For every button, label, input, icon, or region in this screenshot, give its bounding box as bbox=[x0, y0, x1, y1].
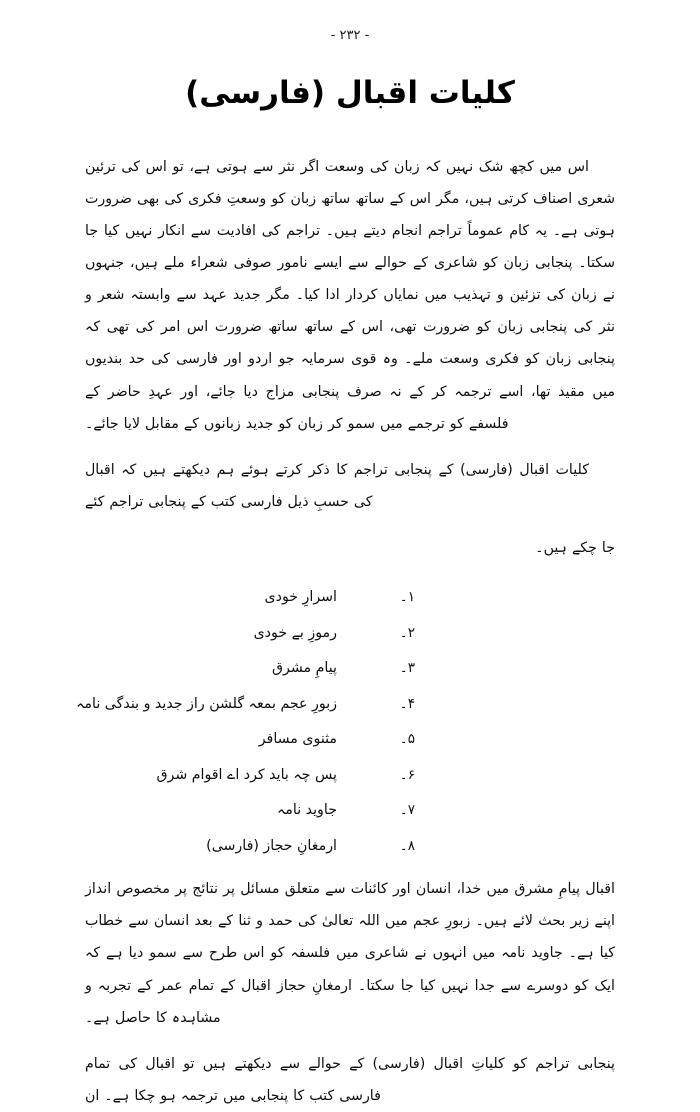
book-list-item bbox=[85, 795, 419, 826]
book-list-item bbox=[85, 724, 419, 755]
book-list-item-number: ۴۔ bbox=[399, 695, 415, 712]
book-list-item bbox=[85, 831, 419, 862]
book-list-item-number: ۵۔ bbox=[399, 731, 415, 748]
book-list-item-number: ۱۔ bbox=[399, 588, 415, 605]
paragraph-list-lead-tail: جا چکے ہیں۔ bbox=[535, 539, 615, 556]
book-list-item-title: رموزِ بے خودی bbox=[253, 624, 337, 641]
book-list-item-title: زبورِ عجم بمعہ گلشن راز جدید و بندگی نامہ bbox=[76, 695, 337, 712]
page-number: - ۲۳۲ - bbox=[330, 28, 370, 43]
book-list-item-title: پیامِ مشرق bbox=[272, 660, 337, 677]
book-list-item bbox=[85, 582, 419, 613]
paragraph-list-lead: کلیات اقبال (فارسی) کے پنجابی تراجم کا ذکر کرتے ہوئے ہم دیکھتے ہیں کہ اقبال کی حسبِ ذیل فارسی کتب کے پنجابی تراجم کئے bbox=[85, 461, 589, 510]
book-list-item-title: ارمغانِ حجاز (فارسی) bbox=[206, 837, 337, 854]
book-list-item-number: ۶۔ bbox=[399, 766, 415, 783]
book-list-item-number: ۲۔ bbox=[399, 624, 415, 641]
book-list-wrapper bbox=[76, 582, 615, 861]
paragraph-intro: اس میں کچھ شک نہیں کہ زبان کی وسعت اگر نثر سے ہوتی ہے، تو اس کی ترئین شعری اصناف کرتی ہیں، مگر اس کے ساتھ ساتھ زبان کو وسعتِ فکری کی بھی ضرورت ہوتی ہے۔ یہ کام عموماً تراجم انجام دیتے ہیں۔ تراجم کی افادیت سے انکار نہیں کیا جا سکتا۔ پنجابی زبان کو شاعری کے حوالے سے ایسے نامور صوفی شعراء ملے ہیں، جنہوں نے زبان کی تزئین و تہذیب میں نمایاں کردار ادا کیا۔ مگر جدید عہد سے وابستہ شعر و نثر کی پنجابی زبان کو ضرورت تھی، اس کے ساتھ ساتھ ضرورت اس امر کی تھی کہ پنجابی زبان کو فکری وسعت ملے۔ وہ قوی سرمایہ جو اردو اور فارسی کی حد بندیوں میں مقید تھا، اسے ترجمہ کر کے نہ صرف پنجابی مزاج دیا جائے، اور عہدِ حاضر کے فلسفے کو ترجمے میں سمو کر زبان کو جدید زبانوں کے مقابل لایا جائے۔ bbox=[85, 158, 615, 432]
paragraph-after-list-2: پنجابی تراجم کو کلیاتِ اقبال (فارسی) کے حوالے سے دیکھتے ہیں تو اقبال کی تمام فارسی کتب کا پنجابی میں ترجمہ ہو چکا ہے۔ ان bbox=[85, 1055, 615, 1104]
book-list-item bbox=[85, 653, 419, 684]
book-list bbox=[76, 582, 419, 861]
book-list-item-number: ۳۔ bbox=[399, 660, 415, 677]
book-list-item-title: مثنوی مسافر bbox=[258, 731, 337, 748]
book-list-item-title: جاوید نامہ bbox=[276, 802, 337, 819]
paragraph-after-list-1: اقبال پیامِ مشرق میں خدا، انسان اور کائنات سے متعلق مسائل پر نتائج پر مخصوص انداز اپنے زیر بحث لائے ہیں۔ زبورِ عجم میں اللہ تعالیٰ کی حمد و ثنا کے بعد انسان سے خطاب کیا ہے۔ جاوید نامہ میں انہوں نے شاعری میں فلسفہ کو اس طرح سے سمو دیا ہے کہ ایک کو دوسرے سے جدا نہیں کیا جا سکتا۔ ارمغانِ حجاز اقبال کے تمام عمر کے تجربہ و مشاہدہ کا حاصل ہے۔ bbox=[85, 881, 615, 1026]
book-list-item-number: ۷۔ bbox=[399, 802, 415, 819]
book-list-item bbox=[85, 618, 419, 649]
page-title: کلیات اقبال (فارسی) bbox=[185, 75, 515, 111]
book-list-item-title: پس چہ باید کرد اے اقوام شرق bbox=[156, 766, 337, 783]
book-list-item bbox=[76, 689, 419, 720]
book-list-item-number: ۸۔ bbox=[399, 837, 415, 854]
book-list-item-title: اسرارِ خودی bbox=[264, 588, 337, 605]
closing-paragraphs bbox=[85, 873, 615, 1112]
body-content bbox=[76, 151, 615, 1112]
book-list-item bbox=[85, 760, 419, 791]
